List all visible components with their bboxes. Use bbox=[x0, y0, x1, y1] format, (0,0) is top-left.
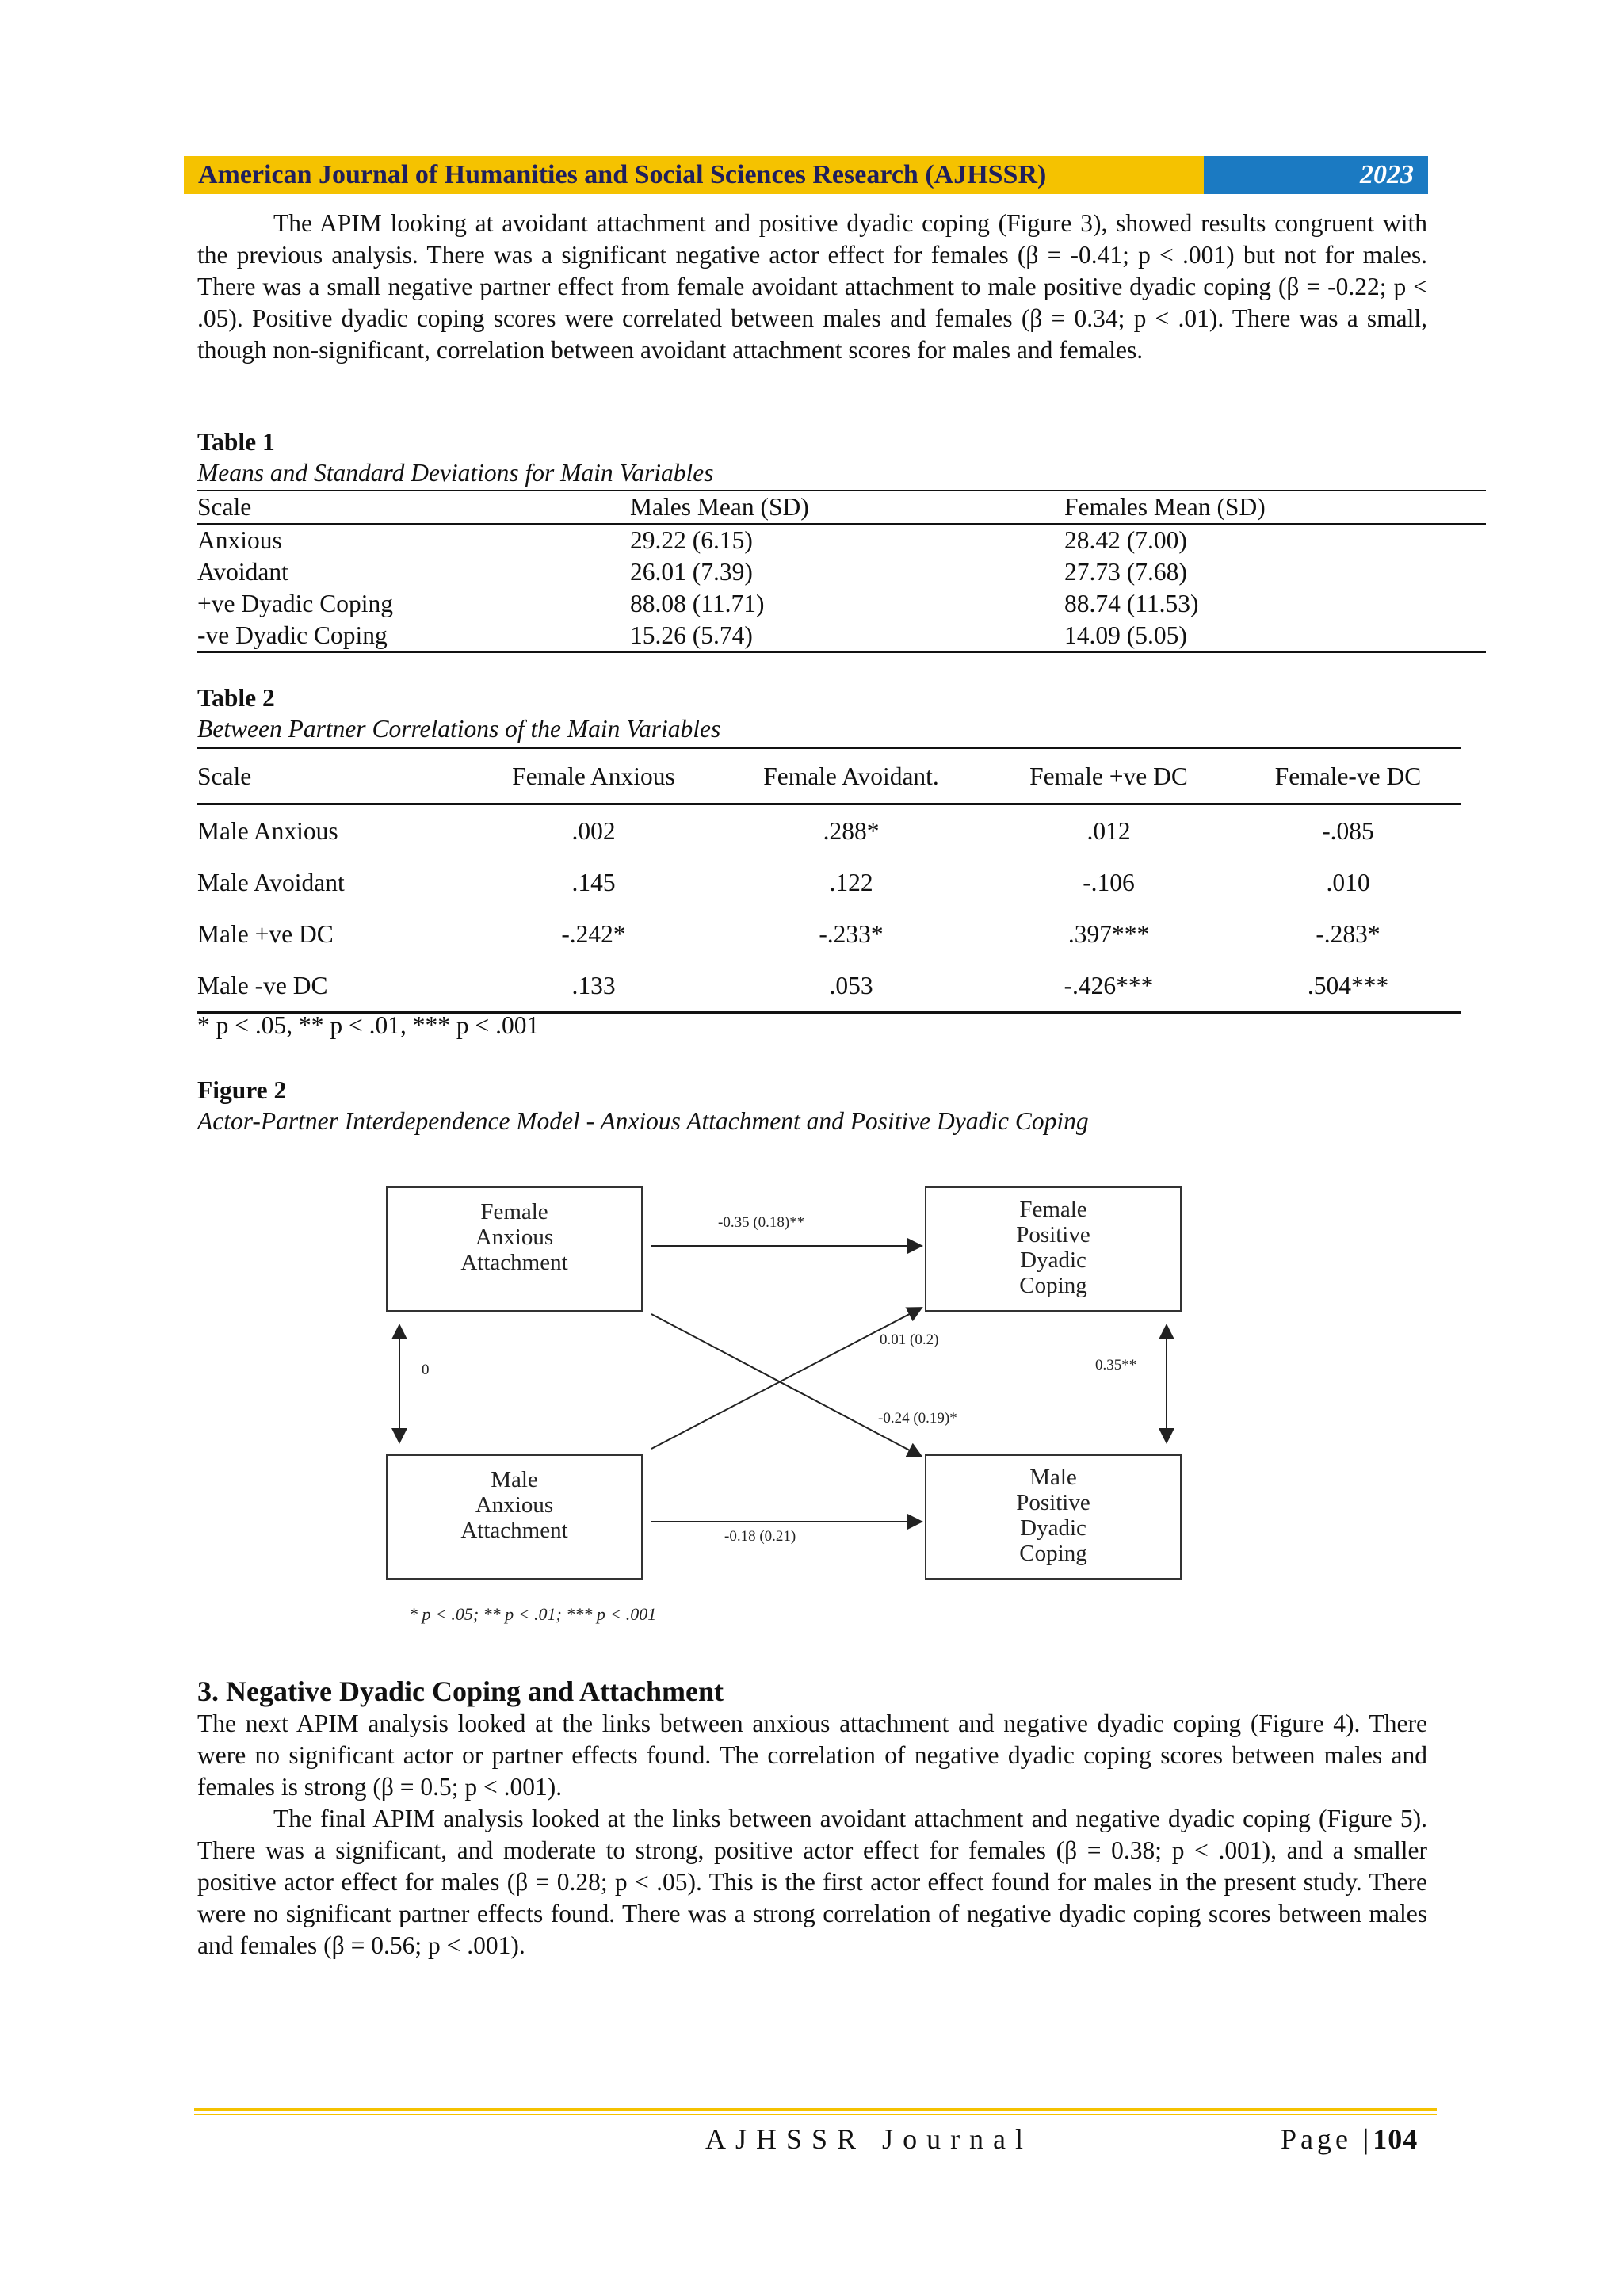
table-cell: 26.01 (7.39) bbox=[630, 558, 753, 586]
footer-page bbox=[1281, 2122, 1418, 2156]
box-fp-line: Dyadic bbox=[1020, 1247, 1086, 1273]
table-cell: Anxious bbox=[197, 526, 282, 554]
table-cell: 14.09 (5.05) bbox=[1064, 620, 1486, 652]
box-ma-line: Attachment bbox=[460, 1518, 568, 1543]
table-row bbox=[197, 857, 1461, 908]
table-cell: .288* bbox=[823, 817, 880, 845]
journal-year: 2023 bbox=[1204, 156, 1428, 194]
table-cell: .504*** bbox=[1235, 960, 1461, 1013]
footer-journal: AJHSSR Journal bbox=[705, 2123, 1033, 2155]
table-row bbox=[197, 588, 1486, 620]
table-cell: -.085 bbox=[1322, 817, 1374, 845]
path-cross-up-arrow bbox=[651, 1308, 922, 1449]
box-ma-line: Male bbox=[491, 1467, 538, 1492]
path-cross-down-label: -0.24 (0.19)* bbox=[878, 1410, 957, 1427]
table-row bbox=[197, 556, 1486, 588]
table1 bbox=[197, 490, 1486, 653]
table-cell: -.283* bbox=[1316, 920, 1381, 948]
table-cell: 27.73 (7.68) bbox=[1064, 558, 1187, 586]
journal-header bbox=[184, 156, 1428, 194]
table-cell: Male Anxious bbox=[197, 817, 338, 845]
box-mp-line: Coping bbox=[1019, 1541, 1087, 1566]
footer-rule-thin bbox=[194, 2114, 1437, 2115]
table2-header-cell: Female Avoidant. bbox=[720, 748, 982, 804]
table2-header-row bbox=[197, 748, 1461, 804]
table-cell: .012 bbox=[1086, 817, 1131, 845]
table-row bbox=[197, 908, 1461, 960]
path-bottom-label: -0.18 (0.21) bbox=[724, 1528, 796, 1545]
section-heading: 3. Negative Dyadic Coping and Attachment bbox=[197, 1675, 724, 1707]
table-cell: .002 bbox=[571, 817, 616, 845]
box-mp-line: Male bbox=[1029, 1465, 1077, 1490]
table-cell: .053 bbox=[720, 960, 982, 1013]
table-cell: -.242* bbox=[561, 920, 626, 948]
table-cell: -ve Dyadic Coping bbox=[197, 620, 630, 652]
table2-header-cell: Female Anxious bbox=[467, 748, 720, 804]
table-cell: 29.22 (6.15) bbox=[630, 526, 753, 554]
path-cross-up-label: 0.01 (0.2) bbox=[880, 1331, 939, 1348]
journal-name: American Journal of Humanities and Social Sciences Research (AJHSSR) bbox=[184, 156, 1204, 194]
table1-header-row bbox=[197, 491, 1486, 524]
table-cell: .145 bbox=[571, 869, 616, 896]
table2-note: * p < .05, ** p < .01, *** p < .001 bbox=[197, 1011, 540, 1039]
table-cell: 88.08 (11.71) bbox=[630, 590, 765, 617]
table1-title: Means and Standard Deviations for Main Variables bbox=[197, 459, 714, 487]
box-fp-line: Coping bbox=[1019, 1273, 1087, 1298]
footer-rule bbox=[194, 2108, 1437, 2111]
table2 bbox=[197, 747, 1461, 1014]
table2-title: Between Partner Correlations of the Main Variables bbox=[197, 715, 721, 743]
table-cell: 15.26 (5.74) bbox=[630, 620, 1064, 652]
table-cell: .010 bbox=[1326, 869, 1370, 896]
table1-header-cell: Females Mean (SD) bbox=[1064, 491, 1486, 524]
intro-paragraph: The APIM looking at avoidant attachment and positive dyadic coping (Figure 3), showed results congruent with the previous analysis. There was a significant negative actor effect for females (β = -0.41; p < .001) but not for males. There was a small negative partner effect from female avoidant attachment to male positive dyadic coping (β = -0.22; p < .05). Positive dyadic coping scores were correlated between males and females (β = 0.34; p < .01). There was a small, though non-significant, correlation between avoidant attachment scores for males and females. bbox=[197, 209, 1427, 364]
footer-page-label: Page | bbox=[1281, 2123, 1373, 2155]
figure-note: * p < .05; ** p < .01; *** p < .001 bbox=[409, 1604, 657, 1624]
table-cell: +ve Dyadic Coping bbox=[197, 590, 393, 617]
section3-paragraph-2: The final APIM analysis looked at the links between avoidant attachment and negative dyadic coping (Figure 5). There was a significant, and moderate to strong, positive actor effect for females (β = 0.38; p < .001), and a smaller positive actor effect for males (β = 0.28; p < .05). This is the first actor effect found for males in the present study. There were no significant partner effects found. There was a strong correlation of negative dyadic coping scores between males and females (β = 0.56; p < .001). bbox=[197, 1805, 1427, 1959]
table2-label: Table 2 bbox=[197, 684, 275, 712]
table-row bbox=[197, 804, 1461, 858]
table-row bbox=[197, 524, 1486, 556]
corr-right-label: 0.35** bbox=[1095, 1357, 1137, 1373]
table-cell: Male Avoidant bbox=[197, 869, 345, 896]
table-cell: 28.42 (7.00) bbox=[1064, 526, 1187, 554]
box-mp-line: Positive bbox=[1016, 1490, 1090, 1515]
corr-left-label: 0 bbox=[422, 1362, 430, 1378]
footer-page-number: 104 bbox=[1373, 2123, 1419, 2155]
table-cell: -.106 bbox=[1083, 869, 1135, 896]
table-cell: Avoidant bbox=[197, 558, 288, 586]
table-row bbox=[197, 620, 1486, 652]
box-mp-line: Dyadic bbox=[1020, 1515, 1086, 1541]
table-cell: Male +ve DC bbox=[197, 920, 334, 948]
apim-diagram bbox=[361, 1167, 1186, 1642]
box-fp-line: Positive bbox=[1016, 1222, 1090, 1247]
table1-header-cell: Scale bbox=[197, 491, 630, 524]
box-fa-line: Attachment bbox=[460, 1250, 568, 1275]
section3-paragraph-1: The next APIM analysis looked at the links between anxious attachment and negative dyadic coping (Figure 4). There were no significant actor or partner effects found. The correlation of negative dyadic coping scores between males and females is strong (β = 0.5; p < .001). bbox=[197, 1710, 1427, 1801]
table-cell: .122 bbox=[829, 869, 873, 896]
path-top-label: -0.35 (0.18)** bbox=[718, 1214, 805, 1231]
box-fp-line: Female bbox=[1019, 1197, 1087, 1222]
table-cell: Male -ve DC bbox=[197, 960, 467, 1013]
table-cell: -.233* bbox=[819, 920, 884, 948]
figure2-label: Figure 2 bbox=[197, 1076, 287, 1104]
box-fa-line: Anxious bbox=[475, 1224, 554, 1250]
table-cell: .397*** bbox=[1067, 920, 1150, 948]
table-cell: -.426*** bbox=[982, 960, 1235, 1013]
table-cell: .133 bbox=[467, 960, 720, 1013]
table1-label: Table 1 bbox=[197, 428, 275, 456]
box-ma-line: Anxious bbox=[475, 1492, 554, 1518]
table2-header-cell: Scale bbox=[197, 748, 467, 804]
figure2-title: Actor-Partner Interdependence Model - Anxious Attachment and Positive Dyadic Coping bbox=[197, 1107, 1089, 1135]
table2-header-cell: Female-ve DC bbox=[1235, 748, 1461, 804]
table-cell: 88.74 (11.53) bbox=[1064, 590, 1199, 617]
box-fa-line: Female bbox=[480, 1199, 548, 1224]
table-row bbox=[197, 960, 1461, 1013]
table1-header-cell: Males Mean (SD) bbox=[630, 491, 1064, 524]
table2-header-cell: Female +ve DC bbox=[982, 748, 1235, 804]
